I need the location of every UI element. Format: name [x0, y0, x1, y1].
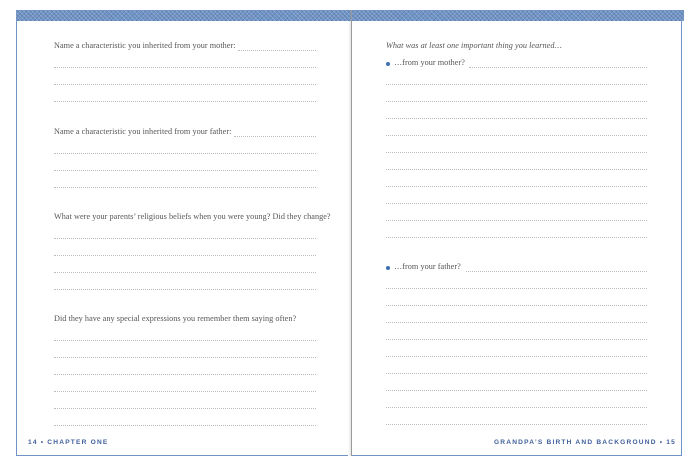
prompt-from-father: …from your father? [394, 262, 461, 271]
answer-line[interactable] [386, 339, 647, 340]
left-page-footer: 14 • CHAPTER ONE [28, 439, 109, 446]
answer-line[interactable] [54, 425, 316, 426]
answer-line[interactable] [386, 118, 647, 119]
book-spine [351, 10, 352, 456]
question-religious-beliefs: What were your parents’ religious beliefs when you were young? Did they change? [54, 212, 331, 221]
right-page-footer: GRANDPA’S BIRTH AND BACKGROUND • 15 [493, 439, 676, 446]
answer-line[interactable] [469, 67, 647, 68]
answer-line[interactable] [54, 340, 316, 341]
answer-line[interactable] [386, 203, 647, 204]
answer-line[interactable] [386, 152, 647, 153]
answer-line[interactable] [386, 169, 647, 170]
answer-line[interactable] [54, 187, 316, 188]
answer-line[interactable] [386, 424, 647, 425]
answer-line[interactable] [386, 305, 647, 306]
answer-line[interactable] [54, 374, 316, 375]
answer-line[interactable] [54, 408, 316, 409]
answer-line[interactable] [386, 288, 647, 289]
top-decorative-band [16, 10, 684, 21]
bullet-icon [386, 266, 390, 270]
answer-line[interactable] [386, 101, 647, 102]
answer-line[interactable] [54, 391, 316, 392]
answer-line[interactable] [386, 220, 647, 221]
answer-line[interactable] [54, 255, 316, 256]
answer-line[interactable] [386, 84, 647, 85]
answer-line[interactable] [238, 50, 316, 51]
answer-line[interactable] [234, 136, 316, 137]
answer-line[interactable] [466, 271, 647, 272]
answer-line[interactable] [54, 84, 316, 85]
answer-line[interactable] [54, 357, 316, 358]
answer-line[interactable] [54, 289, 316, 290]
answer-line[interactable] [386, 407, 647, 408]
prompt-from-mother: …from your mother? [394, 58, 465, 67]
answer-line[interactable] [54, 153, 316, 154]
answer-line[interactable] [54, 170, 316, 171]
answer-line[interactable] [54, 101, 316, 102]
answer-line[interactable] [386, 390, 647, 391]
answer-line[interactable] [386, 356, 647, 357]
right-page-heading: What was at least one important thing you learned… [386, 41, 562, 50]
question-special-expressions: Did they have any special expressions you remember them saying often? [54, 314, 297, 323]
bullet-icon [386, 62, 390, 66]
answer-line[interactable] [54, 272, 316, 273]
question-mother-characteristic: Name a characteristic you inherited from your mother: [54, 41, 236, 50]
answer-line[interactable] [386, 373, 647, 374]
answer-line[interactable] [54, 238, 316, 239]
answer-line[interactable] [386, 135, 647, 136]
answer-line[interactable] [386, 322, 647, 323]
question-father-characteristic: Name a characteristic you inherited from your father: [54, 127, 232, 136]
answer-line[interactable] [386, 237, 647, 238]
answer-line[interactable] [386, 186, 647, 187]
answer-line[interactable] [54, 67, 316, 68]
